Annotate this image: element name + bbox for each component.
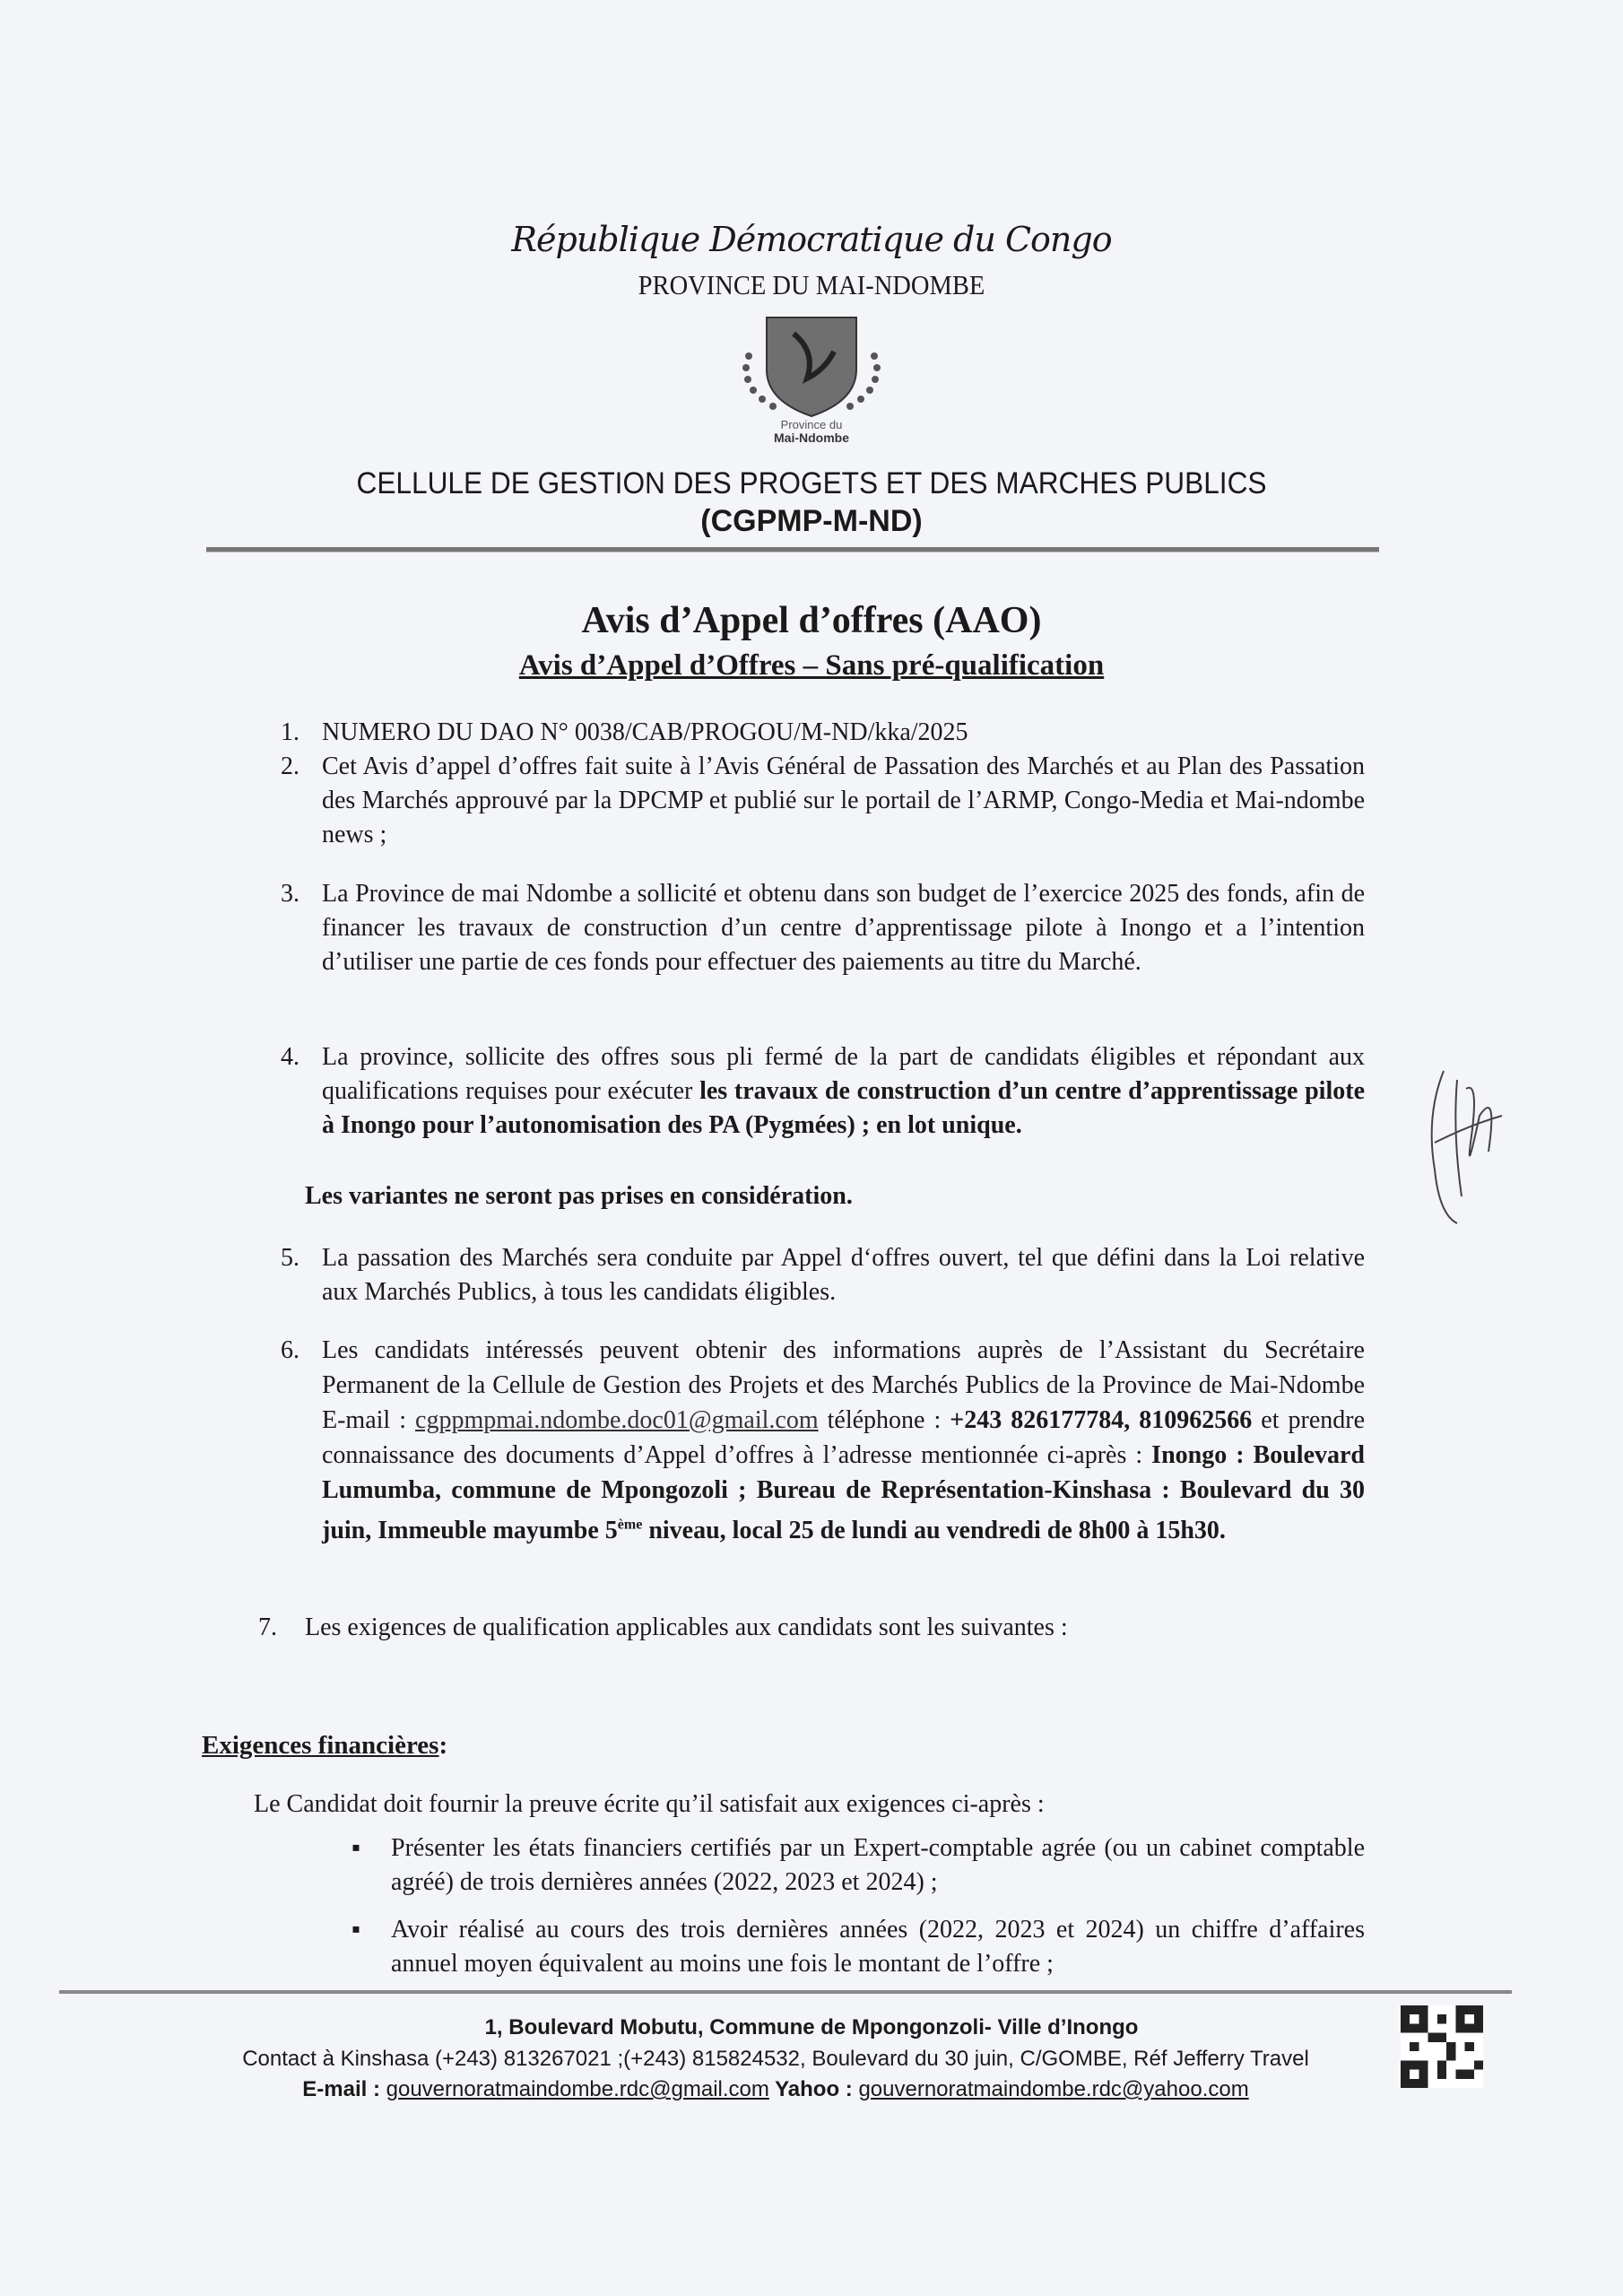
province-heading: PROVINCE DU MAI-NDOMBE	[638, 269, 985, 300]
svg-text:Mai-Ndombe: Mai-Ndombe	[774, 430, 849, 445]
item-number: 6.	[281, 1336, 299, 1364]
bullet-item	[352, 1913, 1365, 1981]
item-number: 2.	[281, 752, 299, 780]
handwritten-signature	[1417, 1062, 1506, 1232]
bullet-item	[352, 1831, 1365, 1900]
footer-divider	[59, 1990, 1512, 1994]
item-number: 3.	[281, 880, 299, 908]
phone-numbers: +243 826177784, 810962566	[950, 1406, 1253, 1434]
cellule-heading: CELLULE DE GESTION DES PROGETS ET DES MARCHES PUBLICS	[356, 466, 1267, 500]
address-part: Inongo : Boulevard Lumumba, commune de Mpongozoli ; Bureau de Représentation-Kinshasa : Boulevard du 30 juin, Immeuble mayumbe 5	[322, 1441, 1365, 1545]
email-label: E-mail :	[302, 2077, 386, 2101]
item-1	[281, 716, 1365, 750]
footer-address: 1, Boulevard Mobutu, Commune de Mpongonzoli- Ville d’Inongo	[484, 2015, 1139, 2039]
financial-requirements-heading	[202, 1731, 447, 1761]
financial-intro: Le Candidat doit fournir la preuve écrite qu’il satisfait aux exigences ci-après :	[254, 1790, 1045, 1818]
notice-subtitle-text: Avis d’Appel d’Offres – Sans pré-qualification	[518, 649, 1105, 682]
item-text-part: Les candidats intéressés peuvent obtenir des informations auprès de l’Assistant du Secrétaire Permanent de la Cellule de Gestion des Projets et des Marchés Publics de la Province de Mai-Ndombe	[322, 1336, 1365, 1399]
qr-code-icon	[1401, 2005, 1483, 2088]
footer-contact: Contact à Kinshasa (+243) 813267021 ;(+243) 815824532, Boulevard du 30 juin, C/GOMBE, Réf Jefferry Travel	[242, 2047, 1309, 2071]
item-text: La passation des Marchés sera conduite par Appel d‘offres ouvert, tel que défini dans la Loi relative aux Marchés Publics, à tous les candidats éligibles.	[322, 1244, 1365, 1306]
item-text: Les exigences de qualification applicables aux candidats sont les suivantes :	[305, 1613, 1068, 1641]
address-part: niveau, local 25 de lundi au vendredi de 8h00 à 15h30.	[642, 1517, 1226, 1545]
item-number: 4.	[281, 1043, 299, 1071]
item-text-part: et prendre connaissance des documents d’Appel d’offres à l’adresse mentionnée ci-après :	[322, 1406, 1366, 1469]
footer-emails	[0, 2074, 1587, 2105]
item-2	[281, 750, 1365, 852]
header-divider	[206, 547, 1379, 552]
item-text: La Province de mai Ndombe a sollicité et obtenu dans son budget de l’exercice 2025 des fonds, afin de financer les travaux de construction d’un centre d’apprentissage pilote à Inongo et a l’intention d’utiliser une partie de ces fonds pour effectuer des paiements au titre du Marché.	[322, 880, 1365, 976]
item-text: NUMERO DU DAO N° 0038/CAB/PROGOU/M-ND/kka/2025	[322, 718, 968, 746]
bullet-square-icon: ▪	[352, 1916, 360, 1944]
item-text	[322, 1040, 1365, 1143]
province-emblem-logo	[708, 316, 915, 446]
item-4	[281, 1040, 1365, 1143]
item-6	[281, 1333, 1365, 1548]
heading-suffix: :	[438, 1731, 448, 1760]
email-label: E-mail :	[322, 1406, 406, 1434]
gmail-link[interactable]: gouvernoratmaindombe.rdc@gmail.com	[386, 2077, 769, 2101]
cellule-acronym: (CGPMP-M-ND)	[700, 504, 923, 538]
item-bold-text: les travaux de construction d’un centre d’apprentissage pilote à Inongo pour l’autonomisation des PA (Pygmées) ; en lot unique.	[322, 1077, 1365, 1139]
contact-email-link[interactable]: cgppmpmai.ndombe.doc01@gmail.com	[415, 1406, 819, 1434]
item-5	[281, 1241, 1365, 1309]
item-number: 1.	[281, 718, 299, 746]
country-heading: République Démocratique du Congo	[511, 220, 1112, 259]
bullet-text: Avoir réalisé au cours des trois dernières années (2022, 2023 et 2024) un chiffre d’affaires annuel moyen équivalent au moins une fois le montant de l’offre ;	[391, 1916, 1365, 1978]
superscript: ème	[617, 1518, 643, 1533]
notice-title: Avis d’Appel d’offres (AAO)	[581, 600, 1042, 641]
item-text: Cet Avis d’appel d’offres fait suite à l’Avis Général de Passation des Marchés et au Plan des Passation des Marchés approuvé par la DPCMP et publié sur le portail de l’ARMP, Congo-Media et Mai-ndombe news ;	[322, 752, 1365, 848]
variants-note: Les variantes ne seront pas prises en considération.	[305, 1182, 853, 1210]
phone-label: téléphone :	[818, 1406, 950, 1434]
bullet-text: Présenter les états financiers certifiés par un Expert-comptable agrée (ou un cabinet comptable agréé) de trois dernières années (2022, 2023 et 2024) ;	[391, 1834, 1365, 1896]
yahoo-link[interactable]: gouvernoratmaindombe.rdc@yahoo.com	[858, 2077, 1249, 2101]
item-3	[281, 877, 1365, 979]
item-number: 7.	[258, 1613, 277, 1641]
item-number: 5.	[281, 1244, 299, 1272]
yahoo-label: Yahoo :	[768, 2077, 859, 2101]
heading-text: Exigences financières	[202, 1731, 439, 1760]
item-text	[322, 1333, 1365, 1548]
svg-text:Province du: Province du	[780, 418, 843, 431]
bullet-square-icon: ▪	[352, 1834, 360, 1862]
notice-subtitle	[0, 649, 1623, 683]
item-text-part: La province, sollicite des offres sous pli fermé de la part de candidats éligibles et répondant aux qualifications requises pour exécuter	[322, 1043, 1365, 1105]
item-7	[258, 1611, 1342, 1645]
